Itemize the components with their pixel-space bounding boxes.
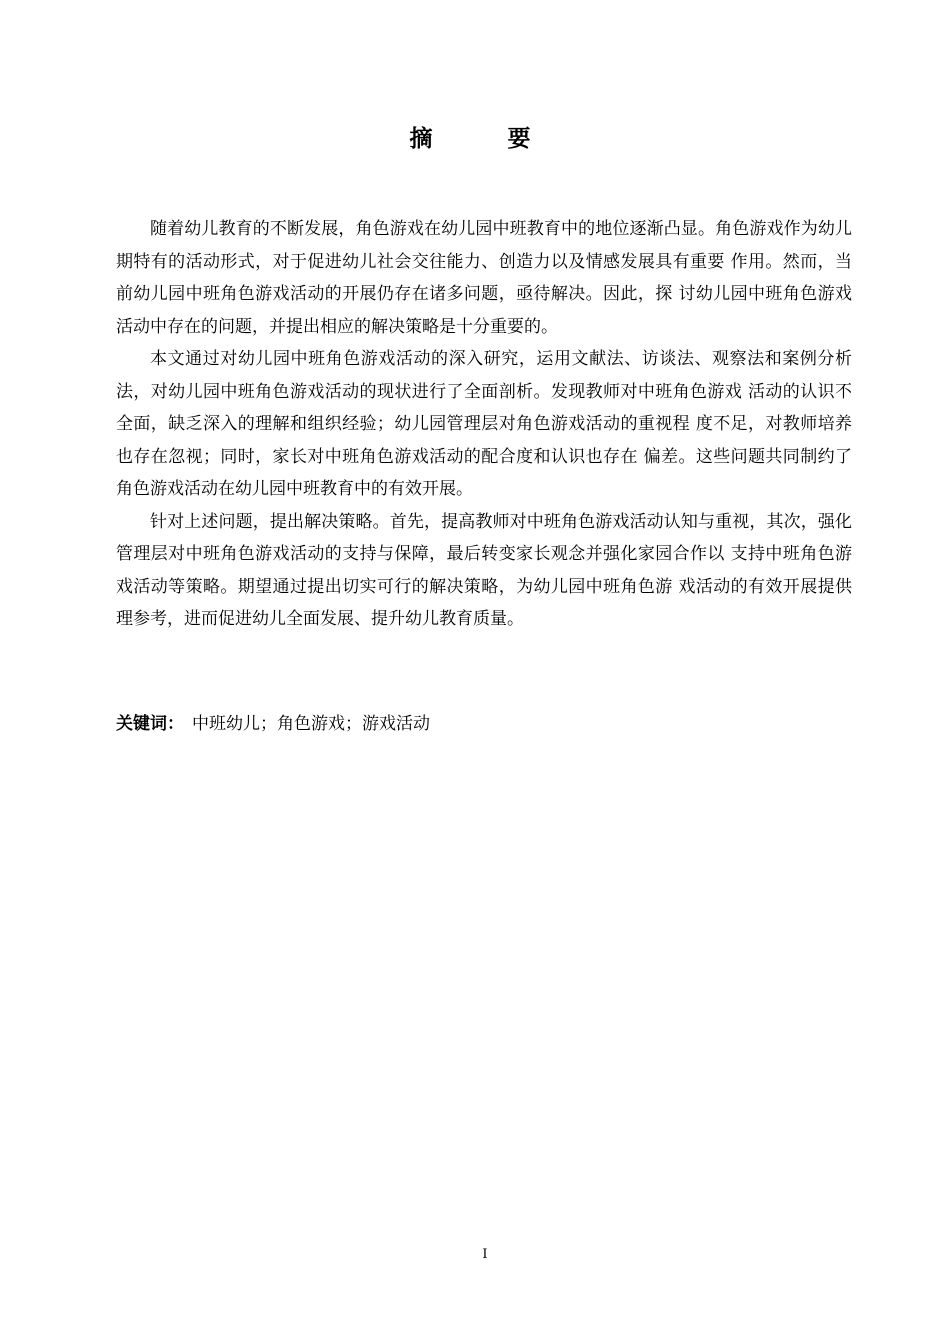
abstract-paragraph-1: 随着幼儿教育的不断发展，角色游戏在幼儿园中班教育中的地位逐渐凸显。角色游戏作为幼儿期特有的活动形式，对于促进幼儿社会交往能力、创造力以及情感发展具有重要 作用。然而，当前幼儿园中班角色游戏活动的开展仍存在诸多问题，亟待解决。因此，探 讨幼儿园中班角色游戏活动中存在的问题，并提出相应的解决策略是十分重要的。 xyxy=(116,219,852,337)
keywords-values: 中班幼儿；角色游戏；游戏活动 xyxy=(192,714,430,734)
abstract-paragraph-3: 针对上述问题，提出解决策略。首先，提高教师对中班角色游戏活动认知与重视，其次，强化管理层对中班角色游戏活动的支持与保障，最后转变家长观念并强化家园合作以 支持中班角色游戏活动等策略。期望通过提出切实可行的解决策略，为幼儿园中班角色游 戏活动的有效开展提供理参考，进而促进幼儿全面发展、提升幼儿教育质量。 xyxy=(116,511,852,629)
keywords-label: 关键词： xyxy=(116,714,184,734)
abstract-body xyxy=(116,213,852,636)
keywords-line xyxy=(116,708,852,740)
abstract-title: 摘 要 xyxy=(409,125,557,152)
page-number: I xyxy=(482,1247,488,1262)
abstract-paragraph-2: 本文通过对幼儿园中班角色游戏活动的深入研究，运用文献法、访谈法、观察法和案例分析法，对幼儿园中班角色游戏活动的现状进行了全面剖析。发现教师对中班角色游戏 活动的认识不全面，缺乏深入的理解和组织经验；幼儿园管理层对角色游戏活动的重视程 度不足，对教师培养也存在忽视；同时，家长对中班角色游戏活动的配合度和认识也存在 偏差。这些问题共同制约了角色游戏活动在幼儿园中班教育中的有效开展。 xyxy=(116,349,852,499)
